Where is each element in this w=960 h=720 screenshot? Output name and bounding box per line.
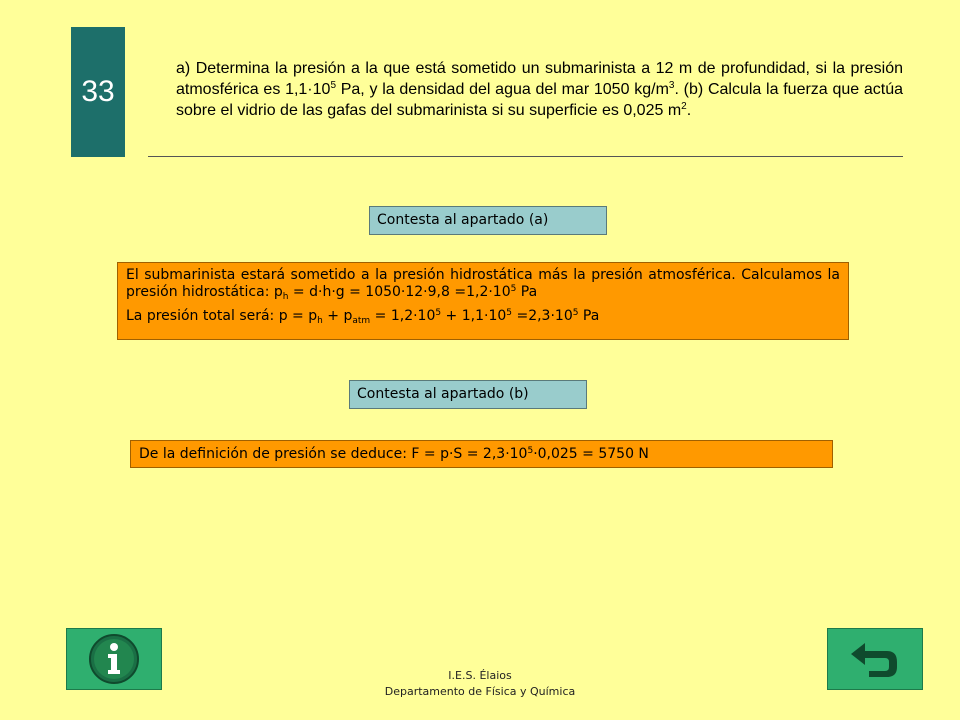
text: ·0,025 = 5750 N — [533, 446, 649, 462]
answer-a-button[interactable]: Contesta al apartado (a) — [369, 206, 607, 235]
divider — [148, 156, 903, 157]
slide-number — [71, 27, 125, 157]
exponent: 3 — [668, 80, 675, 91]
subscript: atm — [352, 316, 371, 326]
text: = 1,2·10 — [370, 308, 436, 324]
text: = d·h·g = 1050·12·9,8 =1,2·10 — [288, 284, 511, 300]
exponent: 5 — [510, 284, 517, 294]
question-text — [176, 58, 903, 121]
answer-b-button[interactable]: Contesta al apartado (b) — [349, 380, 587, 409]
question-part-a-end: . — [674, 81, 679, 98]
text: Pa — [578, 308, 600, 324]
question-part-a-mid: Pa, y la densidad del agua del mar 1050 kg/m — [336, 81, 669, 98]
exponent: 5 — [435, 308, 442, 318]
exponent: 5 — [572, 308, 579, 318]
exponent: 5 — [330, 80, 336, 91]
answer-a-line2 — [126, 308, 840, 325]
question-part-b: (b) Calcula la fuerza que actúa sobre el vidrio de las gafas del submarinista si su superficie es 0,025 m — [176, 81, 904, 119]
answer-a-line1 — [126, 267, 840, 301]
text: =2,3·10 — [512, 308, 573, 324]
exponent: 5 — [506, 308, 513, 318]
text: + p — [322, 308, 353, 324]
answer-b-box — [130, 440, 833, 468]
text: De la definición de presión se deduce: F = p·S = 2,3·10 — [139, 446, 528, 462]
text: El submarinista estará sometido a la presión hidrostática más la presión atmosférica. Calculamos la presión hidrostática: p — [126, 267, 840, 300]
slide-number-text: 33 — [81, 75, 115, 108]
question-part-b-end: . — [686, 102, 692, 119]
footer-department: Departamento de Física y Química — [384, 685, 576, 698]
exponent: 2 — [681, 101, 687, 112]
exponent: 5 — [527, 446, 534, 456]
text: La presión total será: p = p — [126, 308, 318, 324]
subscript: h — [317, 316, 323, 326]
text: + 1,1·10 — [441, 308, 507, 324]
text: Pa — [516, 284, 538, 300]
subscript: h — [282, 292, 289, 302]
footer — [0, 668, 960, 700]
answer-a-box — [117, 262, 849, 340]
footer-school: I.E.S. Élaios — [448, 669, 512, 682]
question-part-a: a) Determina la presión a la que está sometido un submarinista a 12 m de profundidad, si la presión atmosférica es 1,1·10 — [176, 60, 903, 98]
